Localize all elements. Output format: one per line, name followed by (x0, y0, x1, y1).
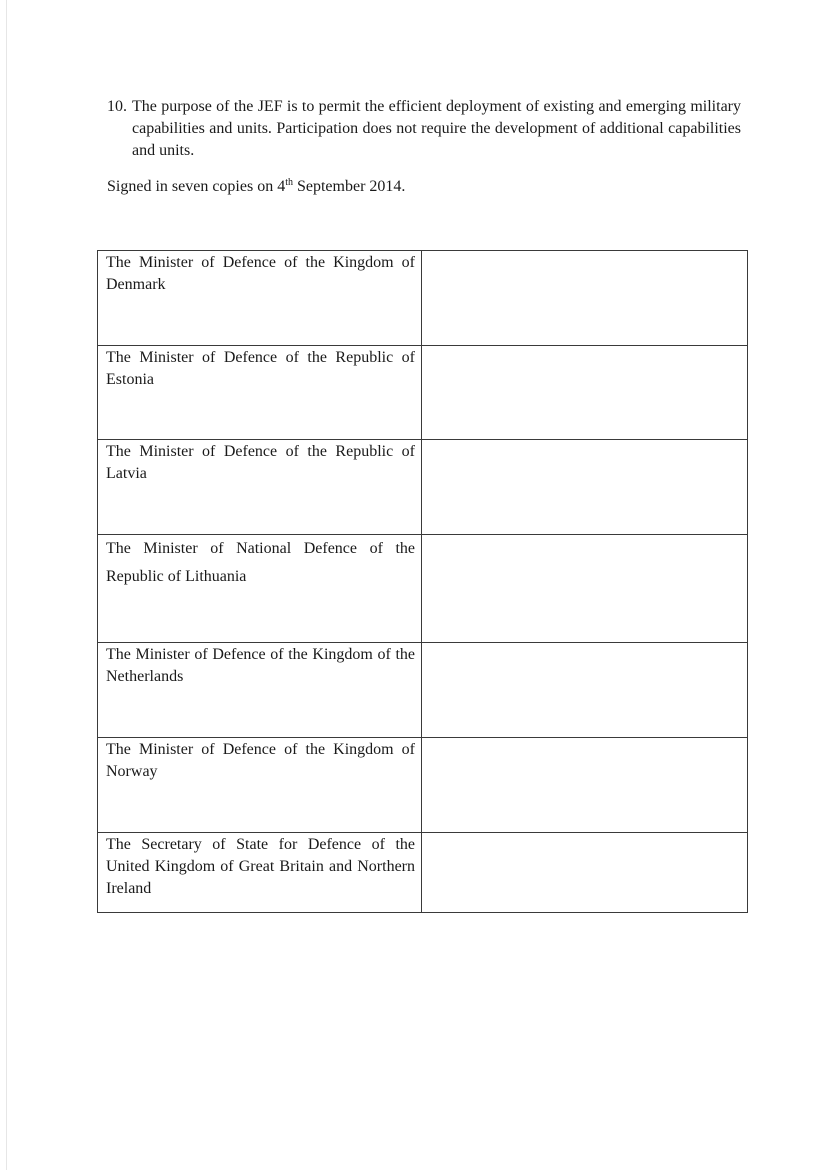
signatory-title: The Minister of National Defence of the Republic of Lithuania (106, 540, 415, 585)
signature-row-norway (98, 738, 748, 833)
signatory-title-cell (98, 251, 422, 346)
signature-table (97, 250, 748, 913)
signature-box (422, 833, 748, 913)
paragraph-number: 10. (107, 98, 127, 115)
signature-box (422, 643, 748, 738)
signature-box (422, 440, 748, 535)
signature-box (422, 738, 748, 833)
signatory-title-cell (98, 440, 422, 535)
signature-box (422, 535, 748, 643)
signature-row-united-kingdom (98, 833, 748, 913)
signature-row-latvia (98, 440, 748, 535)
signing-superscript: th (285, 177, 293, 188)
signature-row-estonia (98, 346, 748, 440)
signing-statement (107, 176, 405, 198)
signatory-title-cell (98, 346, 422, 440)
signatory-title: The Secretary of State for Defence of the United Kingdom of Great Britain and Northern Ireland (106, 836, 415, 897)
signatory-title-cell (98, 535, 422, 643)
signatory-title: The Minister of Defence of the Kingdom of the Netherlands (106, 646, 415, 685)
signature-row-denmark (98, 251, 748, 346)
signatory-title: The Minister of Defence of the Kingdom of Norway (106, 741, 415, 780)
signatory-title: The Minister of Defence of the Republic of Latvia (106, 443, 415, 482)
signing-prefix: Signed in seven copies on 4 (107, 178, 286, 195)
signature-box (422, 251, 748, 346)
signatory-title-cell (98, 643, 422, 738)
signatory-title: The Minister of Defence of the Kingdom of Denmark (106, 254, 415, 293)
signatory-title-cell (98, 738, 422, 833)
paragraph-10 (107, 96, 741, 162)
signing-suffix: September 2014. (292, 178, 406, 195)
signatory-title-cell (98, 833, 422, 913)
page-edge-line (6, 0, 7, 1170)
signature-row-netherlands (98, 643, 748, 738)
paragraph-text: The purpose of the JEF is to permit the efficient deployment of existing and emerging military capabilities and units. Participation does not require the development of additional capabilities and units. (132, 98, 741, 159)
signature-box (422, 346, 748, 440)
signature-row-lithuania (98, 535, 748, 643)
signatory-title: The Minister of Defence of the Republic of Estonia (106, 349, 415, 388)
